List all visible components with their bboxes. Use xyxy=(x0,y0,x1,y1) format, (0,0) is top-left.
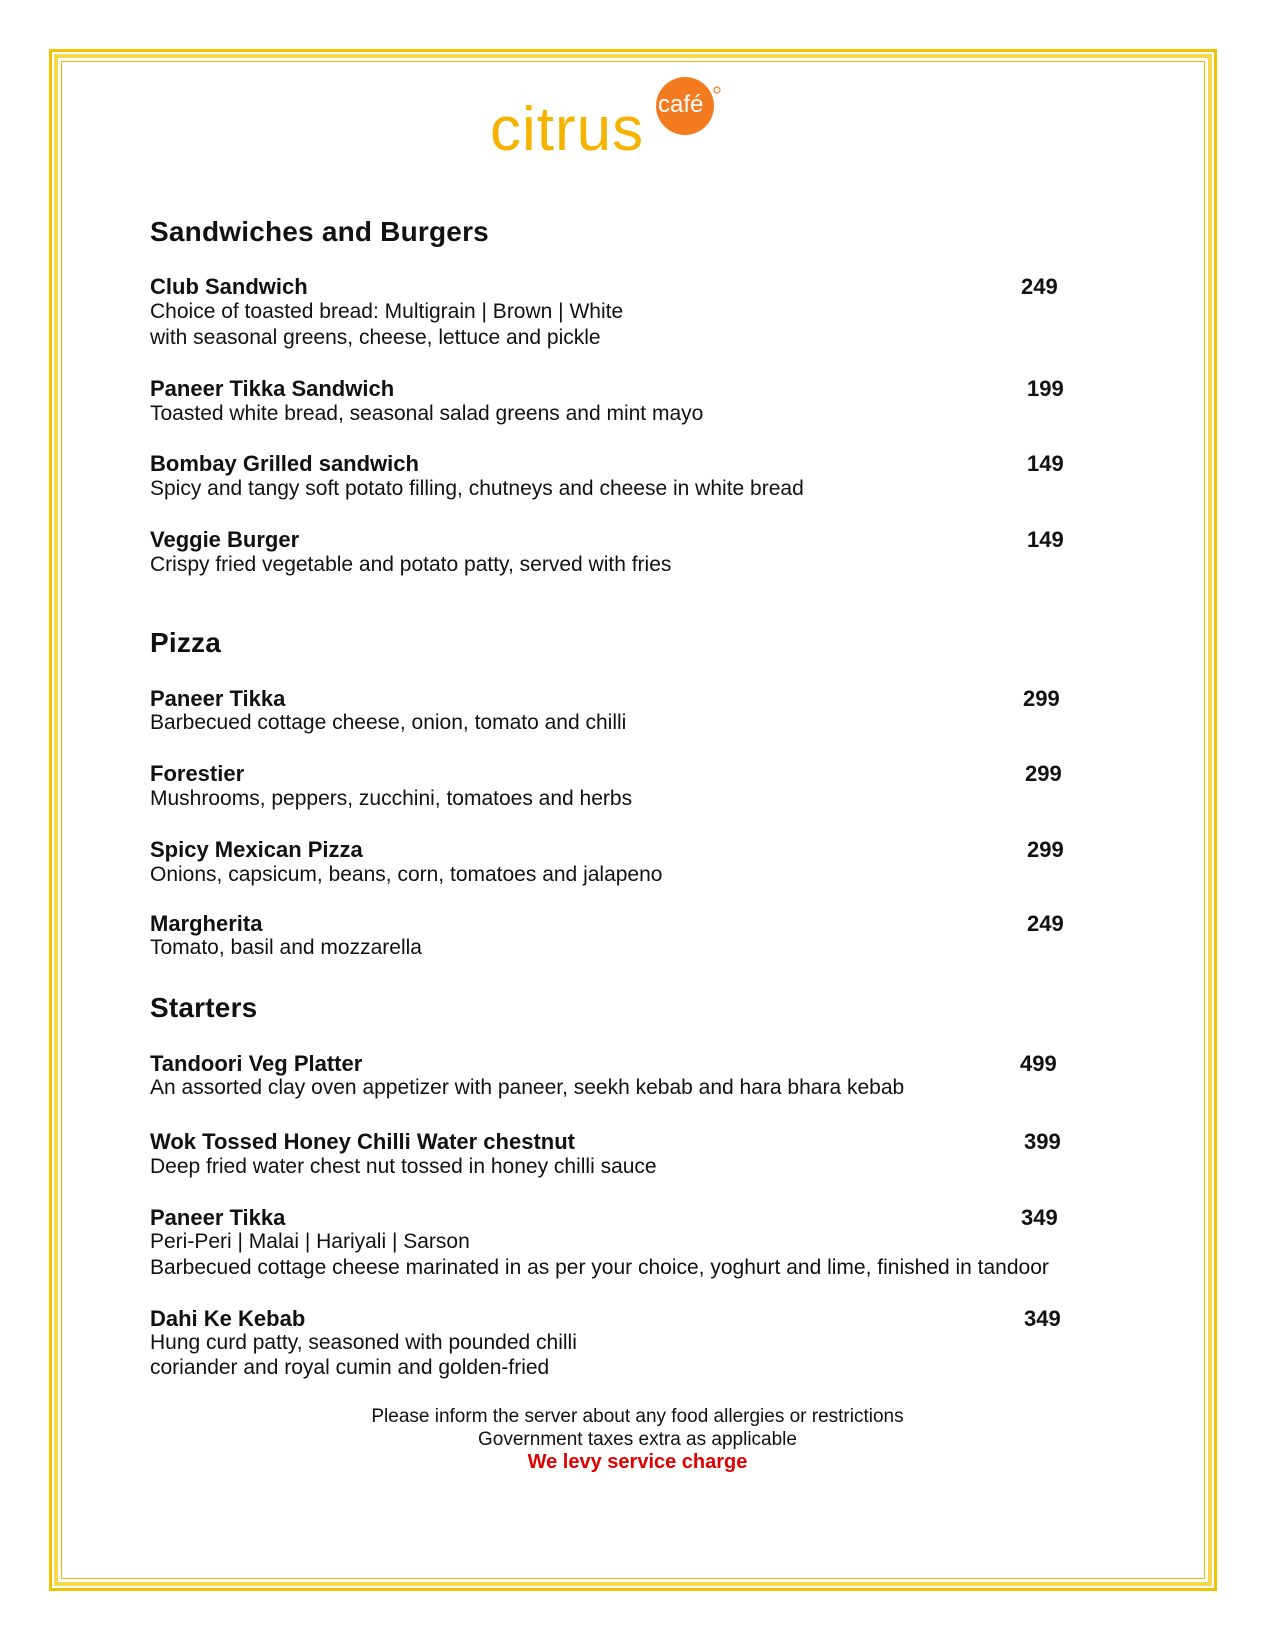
item-name-club-sandwich: Club Sandwich xyxy=(150,274,308,299)
item-name-forestier: Forestier xyxy=(150,761,245,786)
item-desc-paneer-tikka-starter-line2: Barbecued cottage cheese marinated in as per your choice, yoghurt and lime, finished in tandoor xyxy=(150,1256,1049,1279)
item-name-paneer-tikka-starter: Paneer Tikka xyxy=(150,1205,286,1230)
item-desc-club-sandwich-line2: with seasonal greens, cheese, lettuce and pickle xyxy=(150,326,601,349)
footer-service-charge-note: We levy service charge xyxy=(527,1451,748,1473)
item-desc-club-sandwich-line1: Choice of toasted bread: Multigrain | Brown | White xyxy=(150,300,624,323)
item-desc-tandoori-veg-platter: An assorted clay oven appetizer with paneer, seekh kebab and hara bhara kebab xyxy=(150,1076,905,1099)
item-desc-forestier: Mushrooms, peppers, zucchini, tomatoes and herbs xyxy=(150,787,633,810)
item-name-margherita: Margherita xyxy=(150,911,263,936)
item-desc-paneer-tikka-pizza: Barbecued cottage cheese, onion, tomato and chilli xyxy=(150,711,627,734)
item-name-paneer-tikka-pizza: Paneer Tikka xyxy=(150,686,286,711)
item-price-bombay-grilled-sandwich: 149 xyxy=(1027,451,1064,476)
item-desc-dahi-ke-kebab-line1: Hung curd patty, seasoned with pounded chilli xyxy=(150,1331,577,1354)
logo-registered-mark xyxy=(714,87,720,93)
item-name-spicy-mexican-pizza: Spicy Mexican Pizza xyxy=(150,837,363,862)
item-name-dahi-ke-kebab: Dahi Ke Kebab xyxy=(150,1306,306,1331)
item-desc-paneer-tikka-starter-line1: Peri-Peri | Malai | Hariyali | Sarson xyxy=(150,1230,470,1253)
item-desc-veggie-burger: Crispy fried vegetable and potato patty, served with fries xyxy=(150,553,672,576)
item-desc-bombay-grilled-sandwich: Spicy and tangy soft potato filling, chutneys and cheese in white bread xyxy=(150,477,804,500)
item-desc-margherita: Tomato, basil and mozzarella xyxy=(150,936,422,959)
item-price-wok-tossed-water-chestnut: 399 xyxy=(1024,1129,1061,1154)
footer-allergy-note: Please inform the server about any food allergies or restrictions xyxy=(371,1406,904,1427)
item-desc-wok-tossed-water-chestnut: Deep fried water chest nut tossed in honey chilli sauce xyxy=(150,1155,657,1178)
item-desc-spicy-mexican-pizza: Onions, capsicum, beans, corn, tomatoes and jalapeno xyxy=(150,863,663,886)
item-name-bombay-grilled-sandwich: Bombay Grilled sandwich xyxy=(150,451,419,476)
item-price-dahi-ke-kebab: 349 xyxy=(1024,1306,1061,1331)
item-price-paneer-tikka-starter: 349 xyxy=(1021,1205,1058,1230)
item-price-paneer-tikka-sandwich: 199 xyxy=(1027,376,1064,401)
footer-tax-note: Government taxes extra as applicable xyxy=(478,1429,797,1450)
item-price-veggie-burger: 149 xyxy=(1027,527,1064,552)
citrus-cafe-logo xyxy=(490,70,770,180)
section-title-sandwiches: Sandwiches and Burgers xyxy=(150,216,489,247)
item-name-wok-tossed-water-chestnut: Wok Tossed Honey Chilli Water chestnut xyxy=(150,1129,575,1154)
item-price-tandoori-veg-platter: 499 xyxy=(1020,1051,1057,1076)
item-price-spicy-mexican-pizza: 299 xyxy=(1027,837,1064,862)
logo-cafe-text: café xyxy=(658,91,704,118)
item-name-paneer-tikka-sandwich: Paneer Tikka Sandwich xyxy=(150,376,395,401)
item-price-forestier: 299 xyxy=(1025,761,1062,786)
item-name-veggie-burger: Veggie Burger xyxy=(150,527,300,552)
item-price-margherita: 249 xyxy=(1027,911,1064,936)
item-desc-paneer-tikka-sandwich: Toasted white bread, seasonal salad greens and mint mayo xyxy=(150,402,704,425)
section-title-starters: Starters xyxy=(150,992,258,1023)
item-name-tandoori-veg-platter: Tandoori Veg Platter xyxy=(150,1051,363,1076)
item-price-club-sandwich: 249 xyxy=(1021,274,1058,299)
section-title-pizza: Pizza xyxy=(150,627,222,658)
item-price-paneer-tikka-pizza: 299 xyxy=(1023,686,1060,711)
logo-citrus-text: citrus xyxy=(490,95,645,164)
item-desc-dahi-ke-kebab-line2: coriander and royal cumin and golden-fried xyxy=(150,1356,550,1379)
